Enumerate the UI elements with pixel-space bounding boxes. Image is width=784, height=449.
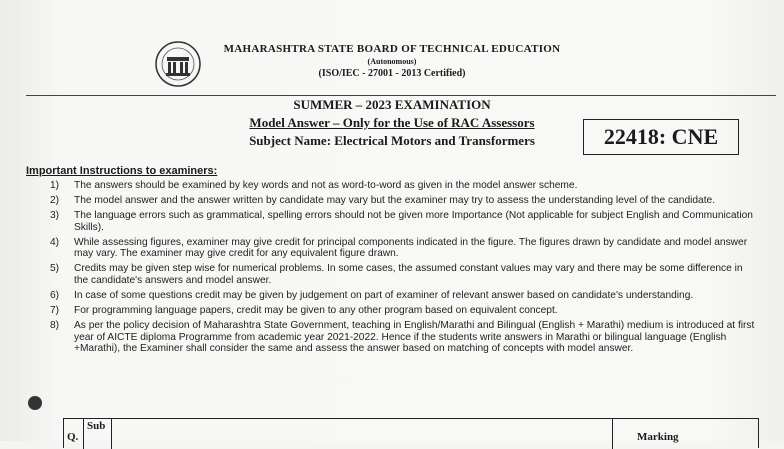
table-header-marking: Marking: [612, 419, 759, 449]
instructions-heading: Important Instructions to examiners:: [26, 165, 218, 177]
list-item: 7) For programming language papers, credit may be given to any other program based on equivalent concept.: [50, 305, 558, 317]
msbte-logo-icon: [154, 40, 202, 88]
autonomous-label: (Autonomous): [367, 57, 417, 66]
certification-label: (ISO/IEC - 27001 - 2013 Certified): [318, 68, 466, 79]
list-item: 6) In case of some questions credit may be given by judgement on part of examiner of relevant answer based on candidate's understanding.: [50, 289, 694, 301]
answer-table-header: [63, 418, 759, 448]
board-name: MAHARASHTRA STATE BOARD OF TECHNICAL EDUCATION: [223, 43, 561, 55]
exam-title: SUMMER – 2023 EXAMINATION: [293, 97, 491, 112]
list-item: 5) Credits may be given step wise for numerical problems. In some cases, the assumed constant values may vary and there may be some difference in the candidate's answers and model answer.: [50, 263, 743, 286]
list-item: 4) While assessing figures, examiner may give credit for principal components indicated in the figure. The figures drawn by candidate and model answer may vary. The examiner may give credit for any equivalent figure drawn.: [50, 236, 748, 260]
binder-hole-icon: [28, 396, 42, 410]
list-item: 3) The language errors such as grammatical, spelling errors should not be given more Importance (Not applicable for subject English and Communication Skills).: [50, 210, 753, 233]
header-divider: [26, 95, 776, 96]
list-item: 1) The answers should be examined by key words and not as word-to-word as given in the model answer scheme.: [50, 180, 578, 191]
subject-code-box: 22418: CNE: [583, 119, 739, 155]
table-header-q: Q.: [64, 419, 84, 449]
model-answer-title: Model Answer – Only for the Use of RAC Assessors: [249, 115, 535, 130]
subject-name: Subject Name: Electrical Motors and Transformers: [249, 133, 535, 148]
table-header-sub: Sub: [84, 419, 112, 449]
list-item: 2) The model answer and the answer written by candidate may vary but the examiner may try to assess the understanding level of the candidate.: [50, 195, 716, 207]
list-item: 8) As per the policy decision of Maharashtra State Government, teaching in English/Marathi and Bilingual (English + Marathi) medium is introduced at first year of AICTE diploma Programme from academic year 2021-2022. Hence if the students write answers in Marathi or bilingual language (English +Marathi), the Examiner shall consider the same and assess the answer based on matching of concepts with model answer.: [50, 320, 755, 355]
instructions-list: [26, 180, 756, 358]
